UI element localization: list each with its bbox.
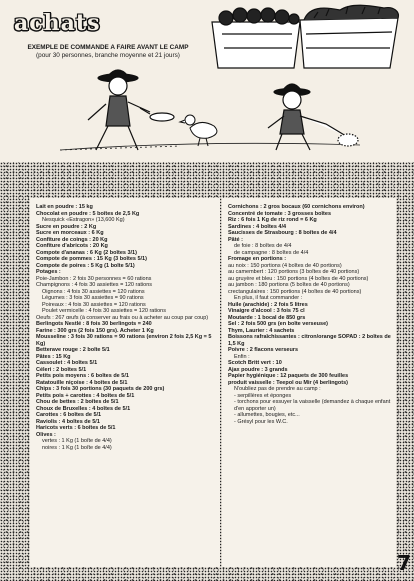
left-column-item: Sucre en morceaux : 6 Kg — [36, 230, 104, 236]
produce-baskets-illustration — [212, 5, 398, 68]
right-column-item: Saucisses de Strasbourg : 8 boîtes de 4/4 — [228, 230, 337, 236]
right-column-item: Boissons rafraîchissantes : citron/orange SOPAD : 2 boîtes de 1,5 Kg — [228, 334, 391, 347]
right-column-item: En plus, il faut commander : — [234, 295, 303, 301]
scout-with-net-illustration — [268, 84, 358, 150]
left-column — [30, 198, 220, 567]
right-column-item: Riz : 6 fois 1 Kg de riz rond = 6 Kg — [228, 217, 317, 223]
right-column-item: Papier hygiénique : 12 paquets de 300 feuilles — [228, 373, 349, 379]
right-column-item: Cornichons : 2 gros bocaux (60 cornichons environ) — [228, 204, 365, 210]
left-column-item: vertes : 1 Kg (1 boîte de 4/4) — [42, 438, 112, 444]
left-column-item: Céleri : 2 boîtes 5/1 — [36, 366, 87, 373]
right-column-item: - allumettes, bougies, etc... — [234, 412, 300, 418]
left-column-item: Poulet vermicelle : 4 fois 30 assiettes = 120 rations — [42, 308, 166, 314]
left-column-item: Petits pois moyens : 6 boîtes de 5/1 — [36, 373, 129, 379]
left-column-item: Nesquick «Estragon» (13,600 Kg) — [42, 217, 125, 223]
left-column-item: Chips : 3 fois 30 portions (30 paquets de 200 grs) — [36, 386, 165, 392]
right-column-item: Moutarde : 1 bocal de 850 grs — [228, 314, 306, 321]
left-column-item: noires : 1 Kg (1 boîte de 4/4) — [42, 444, 112, 451]
right-column-item: - serpillères et éponges — [234, 392, 292, 399]
left-column-item: Petits pois + carottes : 4 boîtes de 5/1 — [36, 392, 135, 399]
right-column-item: de foie : 8 boîtes de 4/4 — [234, 243, 292, 249]
right-column-item: au noix : 150 portions (4 boîtes de 40 portions) — [228, 262, 342, 269]
right-column-item: de campagne : 8 boîtes de 4/4 — [234, 249, 309, 256]
left-column-item: Chou de bettes : 2 boîtes de 5/1 — [36, 399, 119, 405]
left-column-item: Compote de pommes : 15 Kg (3 boîtes 5/1) — [36, 256, 147, 262]
left-column-item: Mousseline : 3 fois 30 rations = 90 rations (environ 2 fois 2,5 Kg = 5 Kg) — [36, 334, 212, 347]
left-column-item: Compote d'ananas : 6 Kg (2 boîtes 3/1) — [36, 249, 137, 256]
subtitle-line-1: EXEMPLE DE COMMANDE A FAIRE AVANT LE CAMP — [27, 44, 189, 51]
left-column-item: Raviolis : 4 boîtes de 5/1 — [36, 418, 100, 425]
right-column-item: au gruyère et bleu : 150 portions (4 boîtes de 40 portions) — [228, 275, 369, 282]
left-column-item: Légumes : 3 fois 30 assiettes = 90 rations — [42, 295, 144, 301]
left-column-item: Poireaux : 4 fois 30 assiettes = 120 rations — [42, 301, 146, 308]
right-column-item: Sel : 2 fois 500 grs (en boîte verseuse) — [228, 321, 328, 327]
left-column-item: Ratatouille niçoise : 4 boîtes de 5/1 — [36, 379, 128, 386]
right-column-item: Poivre : 2 flacons verseurs — [228, 347, 299, 353]
left-column-item: Choux de Bruxelles : 4 boîtes de 5/1 — [36, 405, 131, 412]
left-column-item: Cassoulet : 4 boîtes 5/1 — [36, 360, 98, 366]
left-column-item: Carottes : 6 boîtes de 5/1 — [36, 412, 102, 418]
subtitle-line-2: (pour 30 personnes, branche moyenne et 21 jours) — [36, 52, 180, 59]
left-column-item: Oeufs : 267 œufs (à conserver au frais ou à acheter au coup par coup) — [36, 314, 209, 321]
right-column-item: produit vaisselle : Teepol ou Mir (4 berlingots) — [228, 379, 348, 386]
left-column-item: Farine : 300 grs (2 fois 150 grs). Acheter 1 Kg — [36, 327, 154, 334]
right-column-item: crectangulaires : 150 portions (4 boîtes de 40 portions) — [228, 288, 362, 295]
left-column-item: Haricots verts : 6 boîtes de 5/1 — [36, 425, 116, 431]
left-column-item: Confiture d'abricots : 20 Kg — [36, 243, 108, 249]
duck-illustration — [180, 115, 217, 146]
left-column-item: Confiture de coings : 20 Kg — [36, 236, 108, 243]
right-column-item: au jambon : 180 portions (5 boîtes de 40 portions) — [228, 282, 350, 288]
right-column-item: Pâté : — [228, 236, 243, 243]
left-column-item: Poie-Jambon : 2 fois 30 personnes = 60 rations — [36, 275, 152, 282]
left-column-item: Oignons : 4 fois 30 assiettes = 120 rations — [42, 288, 145, 295]
right-column-item: Enfin : — [234, 353, 250, 360]
left-column-item: Olives : — [36, 431, 56, 438]
left-column-item: Potages : — [36, 269, 61, 275]
page-number: 7 — [397, 551, 411, 575]
right-column-item: Sardines : 4 boîtes 4/4 — [228, 223, 287, 230]
left-column-item: Champignons : 4 fois 30 assiettes = 120 rations — [36, 282, 153, 288]
page-title: achats — [14, 10, 101, 36]
right-column-item: Concentré de tomate : 3 grosses boîtes — [228, 210, 331, 217]
scout-with-pan-illustration — [88, 70, 174, 150]
right-column-item: Ajax poudre : 3 grands — [228, 366, 288, 373]
right-column-item: Fromage en portions : — [228, 256, 287, 262]
right-column-item: N'oubliez pas de prendre au camp : — [234, 386, 321, 392]
left-column-item: Sucre en poudre : 2 Kg — [36, 223, 97, 230]
left-column-item: Compote de poires : 5 Kg (1 boîte 5/1) — [36, 262, 135, 269]
right-column-item: Scotch Britt vert : 10 — [228, 360, 282, 366]
camp-illustration — [0, 0, 414, 165]
left-column-item: Lait en poudre : 15 kg — [36, 204, 93, 210]
right-column-item: Huile (arachide) : 2 fois 5 litres — [228, 301, 308, 308]
right-column-item: au camembert : 120 portions (3 boîtes de 40 portions) — [228, 269, 360, 275]
left-column-item: Betterave rouge : 2 boîte 5/1 — [36, 347, 110, 353]
left-column-item: Pâtes : 15 Kg — [36, 353, 71, 360]
right-column-item: Thym, Laurier : 4 sachets — [228, 327, 295, 334]
right-column-item: Vinaigre d'alcool : 3 fois 75 cl — [228, 308, 305, 314]
left-column-item: Berlingots Nestlé : 8 fois 30 berlingots = 240 — [36, 321, 152, 327]
right-column-item: - torchons pour essuyer la vaisselle (demandez à chaque enfant d'en apporter un) — [234, 399, 391, 412]
right-column-item: - Grésyl pour les W.C. — [234, 418, 288, 425]
ground-line — [60, 143, 360, 150]
left-column-item: Chocolat en poudre : 5 boîtes de 2,5 Kg — [36, 210, 140, 217]
right-column — [222, 198, 396, 567]
